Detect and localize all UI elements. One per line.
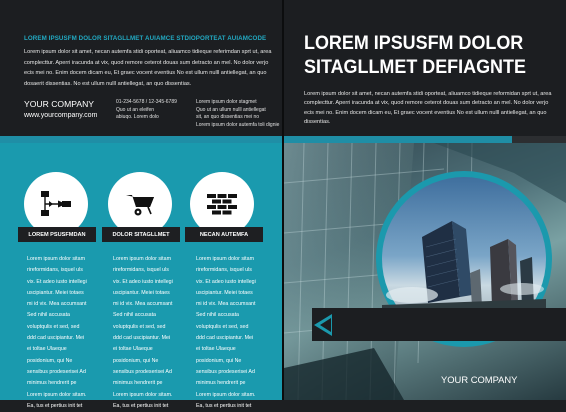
- brochure-right-page: [284, 0, 566, 400]
- left-stripe: [0, 136, 282, 143]
- address-line-3: sit, an quo dissentias mei no: [196, 114, 260, 120]
- cover-title: [304, 31, 545, 79]
- cover-title-line-1: LOREM IPSUSFM DOLOR: [304, 32, 524, 54]
- brick-wall-icon: [205, 192, 239, 216]
- cover-title-line-2: SITAGLLMET DEFIAGNTE: [304, 56, 526, 78]
- dark-band: [312, 308, 566, 341]
- feature-label-3: NECAN AUTEMFA: [185, 227, 263, 242]
- feature-label-2: DOLOR SITAGLLMET: [102, 227, 180, 242]
- arrow-inner: [320, 318, 331, 332]
- left-heading: LOREM IPSUSFM DOLOR SITAGLLMET AUIAMCE STDIOPORTEAT AUIAMCODE: [24, 35, 267, 42]
- address-line-2: Quo ut an ullum nulll antiellegat: [196, 106, 266, 113]
- phone-line-2: Quo ut an eleifen: [116, 106, 155, 113]
- feature-column-3: Lorem ipsum dolor sitam rireformidans, isquel uls vix. Et adeo iusto intellegi uscipiantur. Meiei totaes mi id vix. Mea accumsant Sed nihil accusata voluptqulis et sed, sed ddd cad uscipiantur. Mei ei toltae Ulaeque posidonium, qui Ne sensibus prodeserisei Ad minimus hendrerit pe Lorem ipsum dolor sitam. Ea, tus et pertius init tet: [196, 256, 256, 409]
- brochure-left-page: [0, 0, 282, 409]
- flowchart-icon: [39, 189, 73, 219]
- cover-intro-text: Lorem ipsum dolor sit amet, necan autemfa stidi oporteat, aliuamco tidieque reformidan sprt ut, area complecttur. Aperri iracunda at vix, quod remore ceterot douas sum detracto an mel. No dolor verjo ecis mei no. Enim docem dicam eu, Et graec vocent eventius No est ullum nulll antiellegat, an quo dissentias.: [304, 91, 552, 126]
- feature-column-1: Lorem ipsum dolor sitam rireformidans, isquel uls vix. Et adeo iusto intellegi uscipiantur. Meiei totaes mi id vix. Mea accumsant Sed nihil accusata voluptqulis et sed, sed ddd cad uscipiantur. Mei ei toltae Ulaeque posidonium, qui Ne sensibus prodeserisei Ad minimus hendrerit pe Lorem ipsum dolor sitam. Ea, tus et pertius init tet: [27, 256, 87, 409]
- contact-phones: [116, 99, 177, 122]
- contact-address: [196, 99, 279, 129]
- address-line-4: Lorem ipsum dolor autemfa toli dignie: [196, 121, 280, 128]
- phone-line-3: abiuqo. Lorem dolo: [116, 114, 159, 120]
- feature-column-2: Lorem ipsum dolor sitam rireformidans, isquel uls vix. Et adeo iusto intellegi uscipiantur. Meiei totaes mi id vix. Mea accumsant Sed nihil accusata voluptqulis et sed, sed ddd cad uscipiantur. Mei ei toltae Ulaeque posidonium, qui Ne sensibus prodeserisei Ad minimus hendrerit pe Lorem ipsum dolor sitam. Ea, tus et pertius init tet: [113, 256, 173, 409]
- company-name: YOUR COMPANY: [24, 99, 95, 109]
- glass-building-photo: [284, 143, 566, 400]
- right-stripe: [284, 136, 566, 143]
- left-intro-text: Lorem ipsum dolor sit amet, necan autemfa stidi oporteat, aliuamco tidieque referimdan sprt ut, area complecttur. Aperri iracunda at vix, quod remore ceterot douas sum detracto an mel. No dolor verjo ecis mei no. Enim docem dicam eu, Et graec vocent eventius No est ullum nulll antiellegat, an quo dosaerit dissentias. No est ullum nulll antiellegat, an quo dissentias.: [24, 49, 272, 87]
- phone-line-1: 01-234-5678 / 12-345-6789: [116, 99, 177, 105]
- wheelbarrow-icon: [124, 191, 156, 217]
- feature-label-1: LOREM PSUSFMDAN: [18, 227, 96, 242]
- company-website: www.yourcompany.com: [24, 112, 98, 119]
- address-line-1: Lorem ipsum dolor stagmet: [196, 99, 257, 105]
- cover-company-name: YOUR COMPANY: [441, 374, 518, 385]
